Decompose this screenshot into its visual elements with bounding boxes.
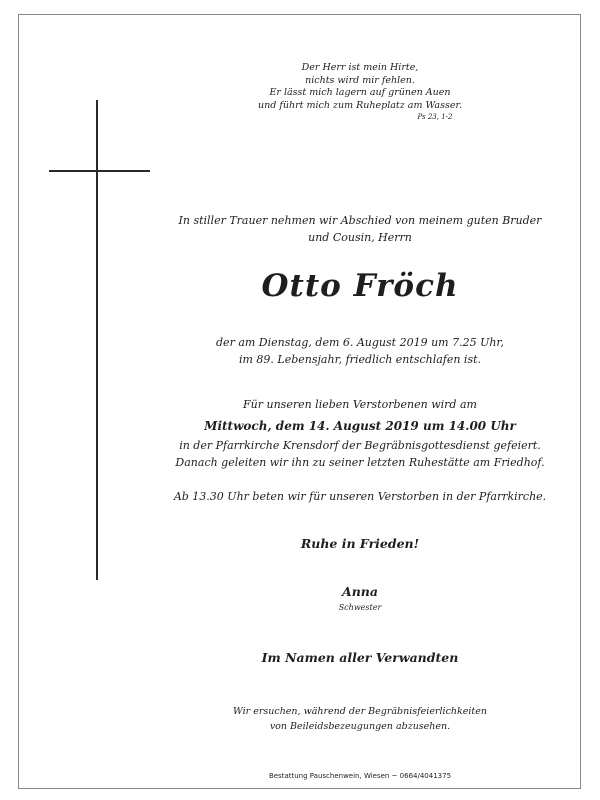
- deceased-name: Otto Fröch: [261, 268, 459, 304]
- prayer-info: Ab 13.30 Uhr beten wir für unseren Verstorben in der Pfarrkirche.: [173, 490, 547, 503]
- service-location-line: in der Pfarrkirche Krensdorf der Begräbnisgottesdienst gefeiert.: [179, 439, 541, 452]
- death-notice-line: im 89. Lebensjahr, friedlich entschlafen ist.: [238, 353, 482, 366]
- mourner-name: Anna: [342, 584, 378, 599]
- family-signoff: Im Namen aller Verwandten: [261, 650, 459, 665]
- request-line: von Beileidsbezeugungen abzusehen.: [269, 721, 451, 732]
- psalm-reference: Ps 23, 1-2: [417, 113, 453, 121]
- rest-in-peace: Ruhe in Frieden!: [300, 536, 420, 551]
- service-date-time: Mittwoch, dem 14. August 2019 um 14.00 Uhr: [204, 419, 516, 433]
- mourner-relation: Schwester: [338, 603, 382, 612]
- intro-text: [150, 212, 570, 246]
- psalm-line: Er lässt mich lagern auf grünen Auen: [269, 87, 451, 98]
- request-line: Wir ersuchen, während der Begräbnisfeierlichkeiten: [233, 706, 487, 717]
- condolence-request: [150, 704, 570, 734]
- death-notice-line: der am Dienstag, dem 6. August 2019 um 7.25 Uhr,: [216, 336, 504, 349]
- psalm-line: und führt mich zum Ruheplatz am Wasser.: [258, 99, 462, 111]
- death-notice: [150, 334, 570, 368]
- service-burial-line: Danach geleiten wir ihn zu seiner letzten Ruhestätte am Friedhof.: [175, 456, 545, 469]
- psalm-line: nichts wird mir fehlen.: [305, 74, 415, 86]
- cross-horizontal-beam: [49, 170, 150, 172]
- funeral-home-footer: Bestattung Pauschenwein, Wiesen ~ 0664/4041375: [268, 772, 452, 780]
- funeral-service-info: [150, 396, 570, 471]
- psalm-quote: [150, 62, 570, 122]
- intro-line: In stiller Trauer nehmen wir Abschied von meinem guten Bruder: [178, 214, 542, 227]
- psalm-line: Der Herr ist mein Hirte,: [301, 62, 419, 73]
- service-intro-line: Für unseren lieben Verstorbenen wird am: [243, 398, 477, 411]
- cross-vertical-beam: [96, 100, 98, 580]
- intro-line: und Cousin, Herrn: [308, 231, 412, 244]
